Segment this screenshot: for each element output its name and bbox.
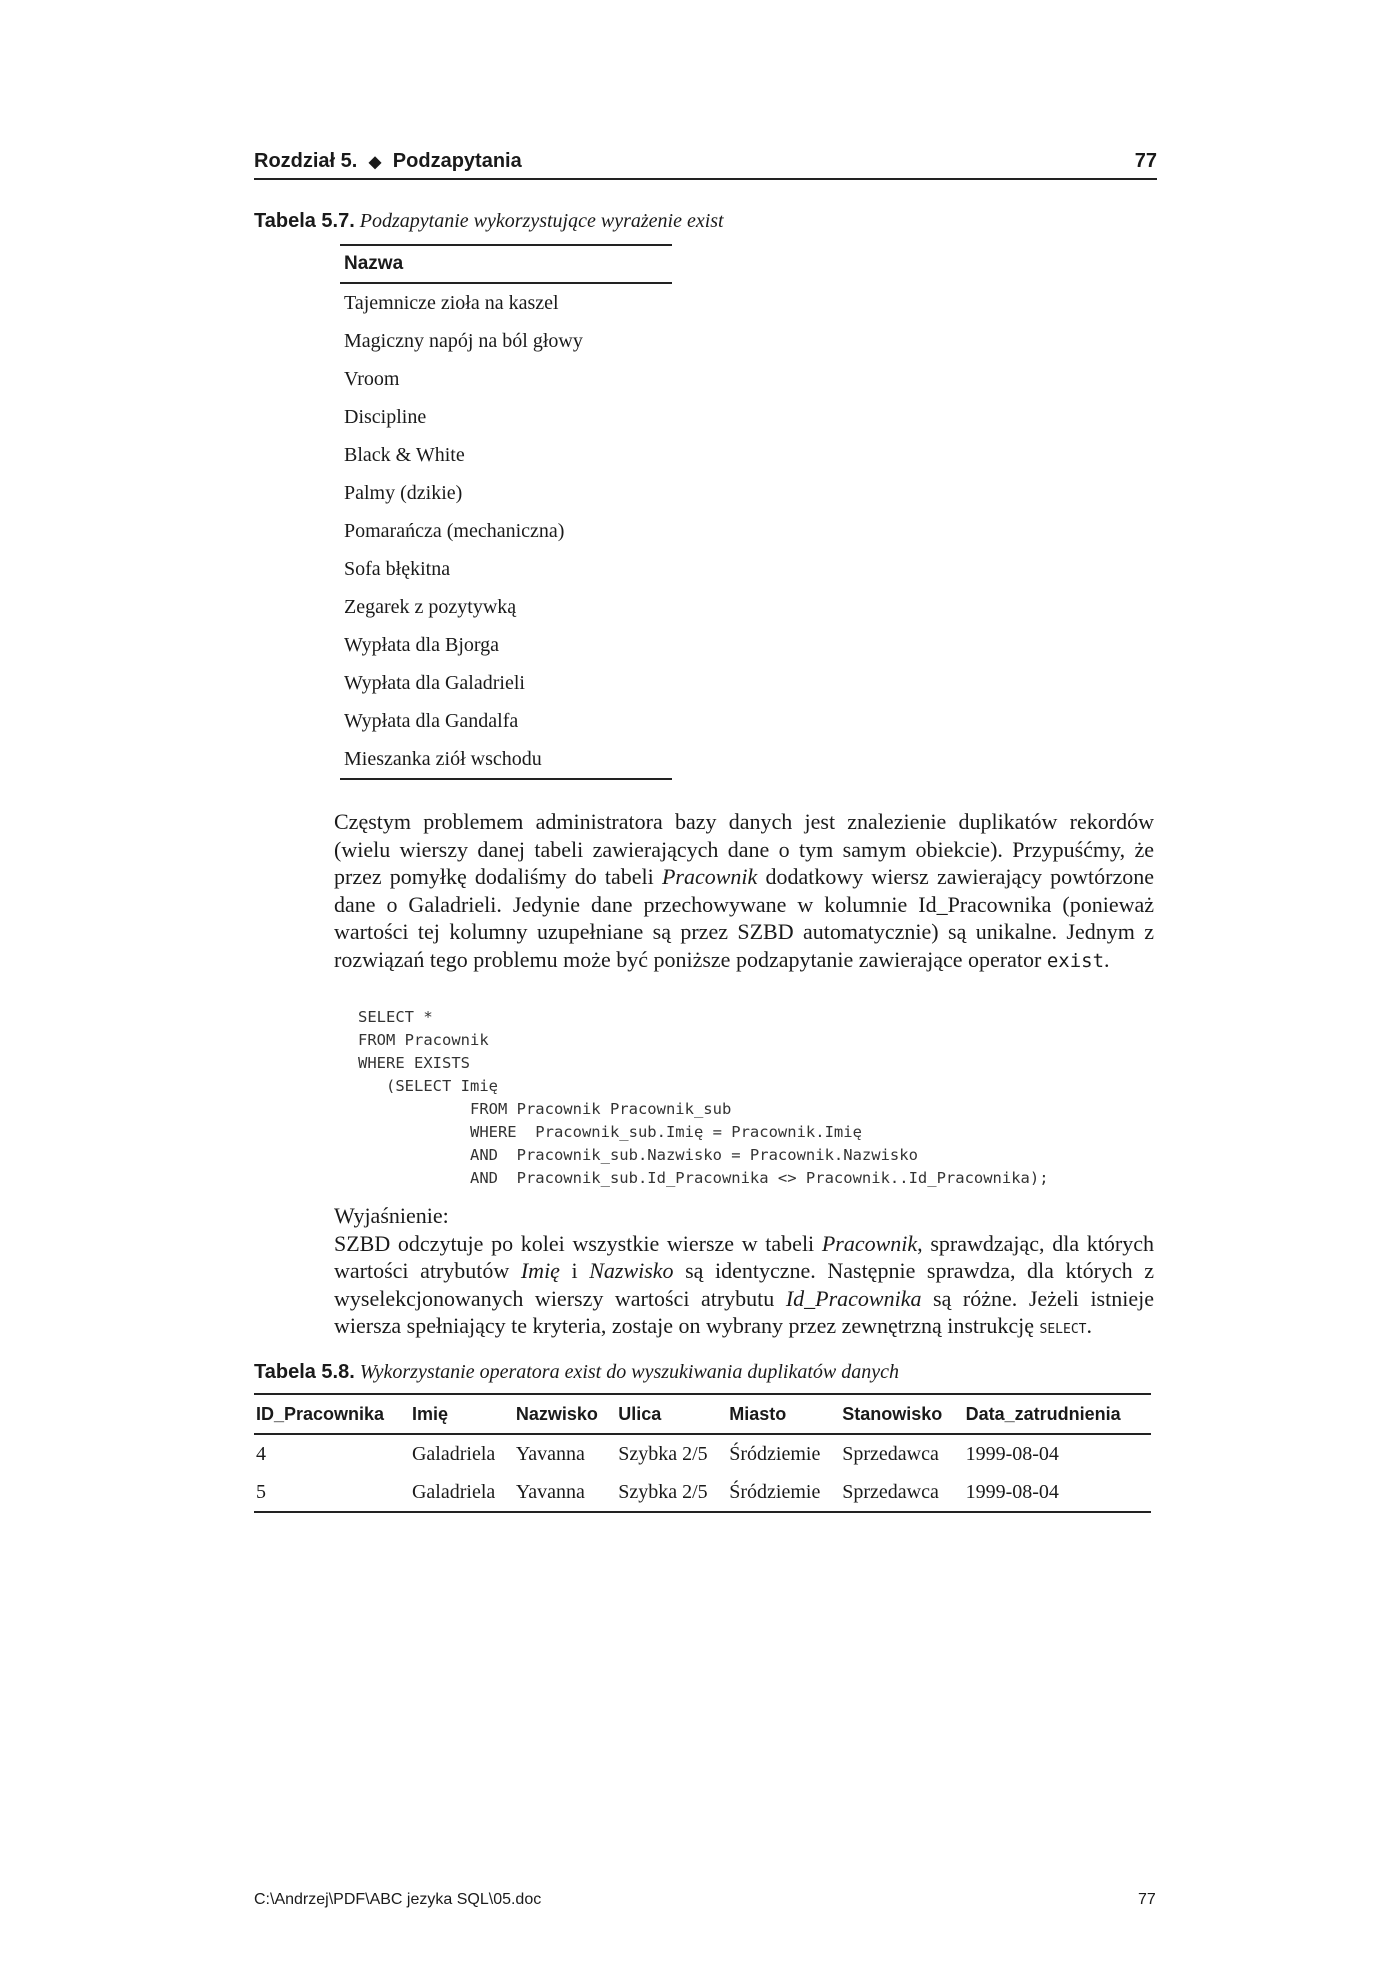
table57-row: Wypłata dla Gandalfa: [344, 710, 519, 732]
table57-row: Wypłata dla Galadrieli: [344, 672, 525, 694]
table-cell: Sprzedawca: [842, 1442, 939, 1465]
table58-column-header: Imię: [410, 1395, 514, 1434]
table57: [340, 244, 672, 780]
table-cell: Galadriela: [410, 1473, 514, 1512]
table-cell: Szybka 2/5: [616, 1473, 727, 1512]
table-cell: 1999-08-04: [965, 1442, 1059, 1465]
explanation-text: są identyczne. Następnie sprawdza, dla których z wyselekcjonowanych wierszy wartości atrybutu: [334, 1258, 1154, 1311]
table57-row: Magiczny napój na ból głowy: [344, 330, 583, 352]
explanation-italic: Imię: [520, 1258, 560, 1283]
explanation: [334, 1202, 1154, 1344]
table-row: [254, 1434, 1151, 1473]
paragraph-text: .: [1104, 946, 1110, 972]
explanation-italic: Id_Pracownika: [785, 1285, 922, 1311]
sql-line: AND Pracownik_sub.Id_Pracownika <> Pracownik..Id_Pracownika);: [358, 1169, 1049, 1187]
explanation-code-select: SELECT: [1039, 1322, 1087, 1337]
paragraph-italic-table-name: Pracownik: [661, 864, 758, 889]
header-page-number: 77: [1134, 150, 1157, 172]
table57-row: Vroom: [344, 368, 400, 390]
table58-column-header: Stanowisko: [840, 1395, 963, 1434]
table-cell: Sprzedawca: [840, 1473, 963, 1512]
footer-page-number: 77: [1138, 1891, 1156, 1908]
explanation-italic: Nazwisko: [589, 1258, 674, 1283]
table57-caption: [254, 210, 724, 233]
table57-row: Zegarek z pozytywką: [344, 596, 517, 618]
footer-file-path: C:\Andrzej\PDF\ABC jezyka SQL\05.doc: [254, 1891, 542, 1908]
sql-line: FROM Pracownik Pracownik_sub: [358, 1100, 732, 1118]
table-cell: Szybka 2/5: [618, 1442, 708, 1465]
table57-row: Mieszanka ziół wschodu: [344, 748, 542, 770]
sql-line: SELECT *: [358, 1008, 433, 1026]
section-label: Podzapytania: [392, 150, 522, 172]
table58-caption: [254, 1361, 899, 1384]
table-cell: Śródziemie: [727, 1473, 840, 1512]
table57-row: Discipline: [344, 406, 427, 428]
table57-title: Podzapytanie wykorzystujące wyrażenie exist: [359, 210, 724, 232]
table-cell: Śródziemie: [729, 1442, 821, 1465]
explanation-body: [334, 1230, 1154, 1344]
table57-row: Black & White: [344, 444, 465, 466]
table57-header-nazwa: Nazwa: [340, 244, 672, 284]
table-cell: Galadriela: [411, 1442, 496, 1465]
diamond-icon: ◆: [368, 154, 382, 171]
table57-row: Pomarańcza (mechaniczna): [344, 520, 565, 542]
explanation-italic: Pracownik: [821, 1230, 918, 1256]
explanation-text: SZBD odczytuje po kolei wszystkie wiersze w tabeli: [334, 1230, 822, 1256]
paragraph-text: Częstym problemem administratora bazy danych jest znalezienie duplikatów rekordów (wielu wierszy danej tabeli zawierających dane o tym samym obiekcie). Przypuśćmy, że przez pomyłkę dodaliśmy do tabeli: [334, 809, 1154, 889]
table57-row: Palmy (dzikie): [344, 482, 463, 504]
sql-line: FROM Pracownik: [358, 1031, 489, 1049]
table57-row: Tajemnicze zioła na kaszel: [344, 292, 559, 314]
sql-line: AND Pracownik_sub.Nazwisko = Pracownik.Nazwisko: [358, 1146, 918, 1164]
table58-column-header: Nazwisko: [514, 1395, 616, 1434]
table-cell: 1999-08-04: [964, 1473, 1151, 1512]
sql-line: (SELECT Imię: [358, 1077, 498, 1095]
explanation-text: są różne. Jeżeli istnieje wiersza spełniający te kryteria, zostaje on wybrany przez zewnętrzną instrukcję: [334, 1285, 1154, 1338]
table58-column-header: Data_zatrudnienia: [964, 1395, 1151, 1434]
table-cell: Yavanna: [515, 1442, 585, 1465]
explanation-text: i: [559, 1258, 590, 1283]
table57-row: Wypłata dla Bjorga: [344, 634, 500, 656]
table58: [254, 1393, 1151, 1513]
table58-title: Wykorzystanie operatora exist do wyszukiwania duplikatów danych: [359, 1361, 899, 1383]
table57-row: Sofa błękitna: [344, 558, 451, 580]
table58-column-header: Miasto: [727, 1395, 840, 1434]
table-cell: Yavanna: [514, 1473, 616, 1512]
chapter-heading: [254, 150, 522, 173]
table58-body: [254, 1434, 1151, 1512]
table58-grid: [254, 1395, 1151, 1513]
table58-header-row: [254, 1395, 1151, 1434]
explanation-text: .: [1086, 1313, 1092, 1338]
paragraph-code-exist: exist: [1046, 949, 1105, 972]
sql-line: WHERE Pracownik_sub.Imię = Pracownik.Imię: [358, 1123, 862, 1141]
running-header: [254, 144, 1157, 180]
table58-column-header: ID_Pracownika: [254, 1395, 410, 1434]
table-row: [254, 1473, 1151, 1512]
explanation-text: , sprawdzając, dla których wartości atrybutów: [334, 1230, 1154, 1283]
explanation-heading: Wyjaśnienie:: [334, 1203, 449, 1228]
sql-code-block: [358, 1006, 1049, 1190]
table-cell: 5: [254, 1473, 410, 1512]
table-cell: 4: [256, 1442, 266, 1465]
table58-label: Tabela 5.8.: [254, 1361, 355, 1383]
table57-label: Tabela 5.7.: [254, 210, 355, 232]
table58-column-header: Ulica: [616, 1395, 727, 1434]
chapter-label: Rozdział 5.: [254, 150, 358, 172]
sql-line: WHERE EXISTS: [358, 1054, 470, 1072]
table57-body: [340, 284, 672, 780]
paragraph-duplicates: [334, 808, 1154, 975]
paragraph-text: dodatkowy wiersz zawierający powtórzone dane o Galadrieli. Jedynie dane przechowywane w kolumnie Id_Pracownika (ponieważ wartości tej kolumny uzupełniane są przez SZBD automatycznie) są unikalne. Jednym z rozwiązań tego problemu może być poniższe podzapytanie zawierające operator: [334, 864, 1154, 972]
